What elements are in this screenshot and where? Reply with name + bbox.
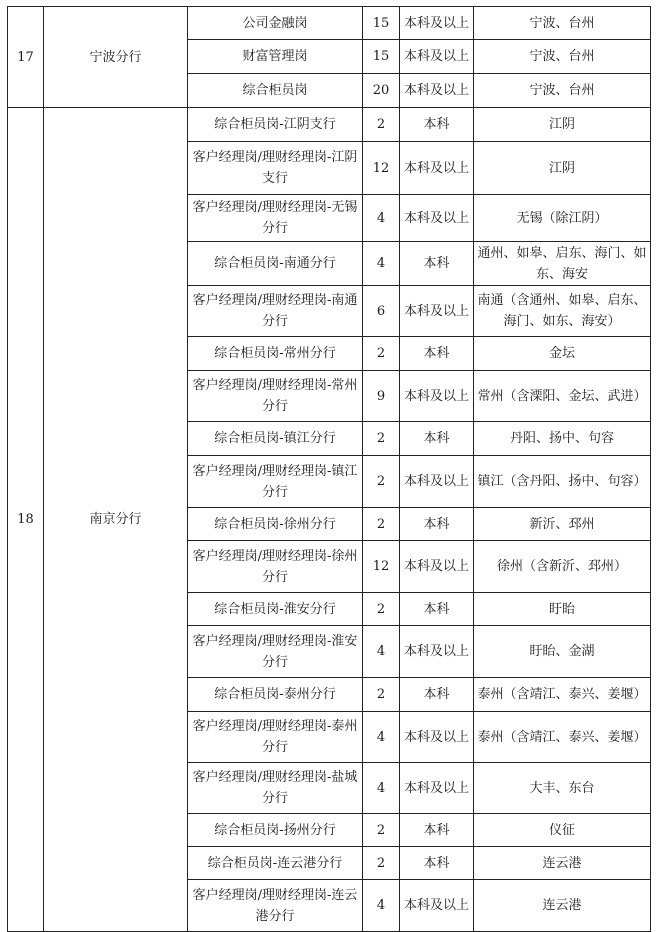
position-cell: 客户经理岗/理财经理岗-常州分行 [188, 371, 363, 422]
location-cell: 镇江（含丹阳、扬中、句容） [474, 456, 651, 508]
count-cell: 2 [363, 593, 400, 626]
count-cell: 12 [363, 142, 400, 195]
location-cell: 仪征 [474, 814, 651, 847]
education-cell: 本科 [400, 678, 474, 712]
count-cell: 2 [363, 678, 400, 712]
row-number: 17 [8, 7, 44, 108]
position-cell: 客户经理岗/理财经理岗-连云港分行 [188, 880, 363, 932]
position-cell: 综合柜员岗-扬州分行 [188, 814, 363, 847]
position-cell: 客户经理岗/理财经理岗-盐城分行 [188, 763, 363, 814]
location-cell: 泰州（含靖江、泰兴、姜堰） [474, 712, 651, 763]
location-cell: 宁波、台州 [474, 40, 651, 74]
location-cell: 徐州（含新沂、邳州） [474, 541, 651, 593]
location-cell: 泰州（含靖江、泰兴、姜堰） [474, 678, 651, 712]
location-cell: 常州（含溧阳、金坛、武进） [474, 371, 651, 422]
education-cell: 本科及以上 [400, 763, 474, 814]
row-number: 18 [8, 108, 44, 932]
position-cell: 综合柜员岗-江阴支行 [188, 108, 363, 142]
education-cell: 本科 [400, 508, 474, 541]
location-cell: 通州、如皋、启东、海门、如东、海安 [474, 242, 651, 286]
position-cell: 客户经理岗/理财经理岗-淮安分行 [188, 626, 363, 678]
position-cell: 综合柜员岗-镇江分行 [188, 422, 363, 456]
count-cell: 2 [363, 814, 400, 847]
education-cell: 本科 [400, 593, 474, 626]
count-cell: 15 [363, 40, 400, 74]
branch-name: 南京分行 [44, 108, 188, 932]
education-cell: 本科及以上 [400, 286, 474, 337]
education-cell: 本科及以上 [400, 712, 474, 763]
education-cell: 本科 [400, 847, 474, 880]
position-cell: 客户经理岗/理财经理岗-徐州分行 [188, 541, 363, 593]
count-cell: 12 [363, 541, 400, 593]
education-cell: 本科及以上 [400, 142, 474, 195]
education-cell: 本科及以上 [400, 7, 474, 40]
education-cell: 本科 [400, 422, 474, 456]
education-cell: 本科及以上 [400, 880, 474, 932]
count-cell: 2 [363, 422, 400, 456]
count-cell: 2 [363, 847, 400, 880]
table-row [8, 108, 651, 142]
education-cell: 本科及以上 [400, 626, 474, 678]
education-cell: 本科 [400, 108, 474, 142]
education-cell: 本科及以上 [400, 195, 474, 242]
education-cell: 本科及以上 [400, 456, 474, 508]
education-cell: 本科 [400, 242, 474, 286]
position-cell: 综合柜员岗-泰州分行 [188, 678, 363, 712]
count-cell: 4 [363, 712, 400, 763]
branch-name: 宁波分行 [44, 7, 188, 108]
table-row [8, 7, 651, 40]
count-cell: 4 [363, 880, 400, 932]
count-cell: 2 [363, 108, 400, 142]
location-cell: 大丰、东台 [474, 763, 651, 814]
count-cell: 15 [363, 7, 400, 40]
position-cell: 客户经理岗/理财经理岗-江阴支行 [188, 142, 363, 195]
position-cell: 综合柜员岗-南通分行 [188, 242, 363, 286]
education-cell: 本科 [400, 337, 474, 371]
education-cell: 本科 [400, 814, 474, 847]
location-cell: 丹阳、扬中、句容 [474, 422, 651, 456]
position-cell: 综合柜员岗-徐州分行 [188, 508, 363, 541]
count-cell: 4 [363, 626, 400, 678]
recruitment-table-page [7, 6, 650, 932]
count-cell: 4 [363, 195, 400, 242]
count-cell: 6 [363, 286, 400, 337]
location-cell: 新沂、邳州 [474, 508, 651, 541]
location-cell: 南通（含通州、如皋、启东、海门、如东、海安） [474, 286, 651, 337]
location-cell: 无锡（除江阴） [474, 195, 651, 242]
position-cell: 客户经理岗/理财经理岗-镇江分行 [188, 456, 363, 508]
position-cell: 客户经理岗/理财经理岗-南通分行 [188, 286, 363, 337]
location-cell: 盱眙、金湖 [474, 626, 651, 678]
count-cell: 4 [363, 242, 400, 286]
position-cell: 综合柜员岗-常州分行 [188, 337, 363, 371]
location-cell: 江阴 [474, 142, 651, 195]
position-cell: 综合柜员岗-连云港分行 [188, 847, 363, 880]
count-cell: 20 [363, 74, 400, 108]
location-cell: 金坛 [474, 337, 651, 371]
position-cell: 财富管理岗 [188, 40, 363, 74]
education-cell: 本科及以上 [400, 40, 474, 74]
location-cell: 连云港 [474, 847, 651, 880]
education-cell: 本科及以上 [400, 541, 474, 593]
count-cell: 2 [363, 456, 400, 508]
location-cell: 宁波、台州 [474, 74, 651, 108]
location-cell: 盱眙 [474, 593, 651, 626]
count-cell: 2 [363, 337, 400, 371]
count-cell: 2 [363, 508, 400, 541]
location-cell: 连云港 [474, 880, 651, 932]
position-cell: 公司金融岗 [188, 7, 363, 40]
location-cell: 宁波、台州 [474, 7, 651, 40]
position-cell: 综合柜员岗 [188, 74, 363, 108]
position-cell: 客户经理岗/理财经理岗-泰州分行 [188, 712, 363, 763]
position-cell: 客户经理岗/理财经理岗-无锡分行 [188, 195, 363, 242]
count-cell: 4 [363, 763, 400, 814]
position-cell: 综合柜员岗-淮安分行 [188, 593, 363, 626]
location-cell: 江阴 [474, 108, 651, 142]
education-cell: 本科及以上 [400, 74, 474, 108]
education-cell: 本科及以上 [400, 371, 474, 422]
count-cell: 9 [363, 371, 400, 422]
recruitment-table [7, 6, 651, 932]
